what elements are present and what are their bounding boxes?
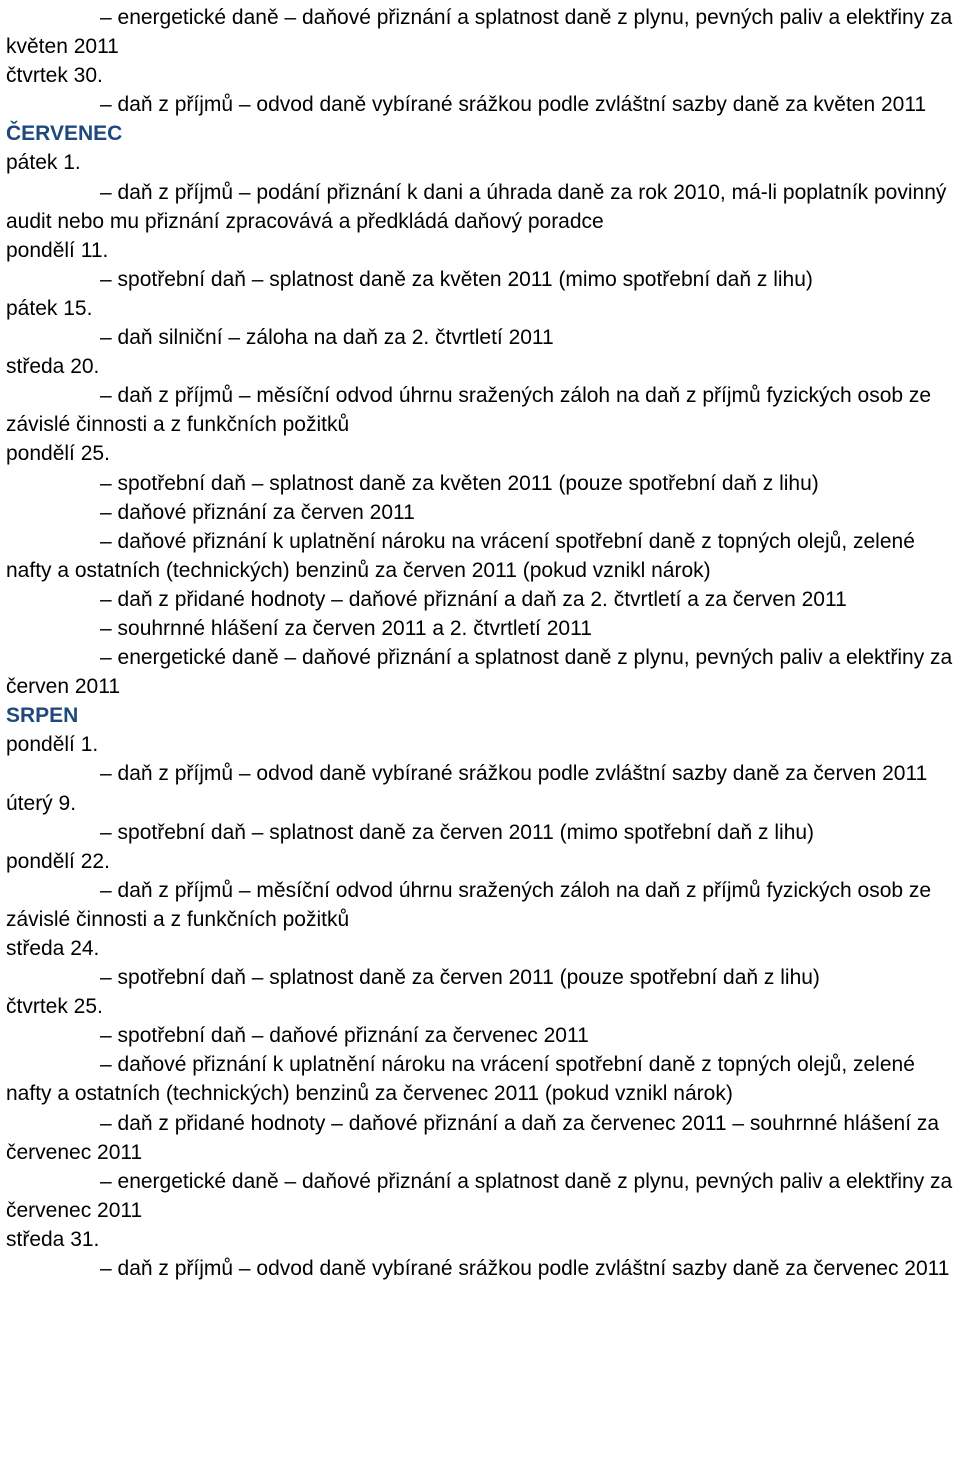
day-heading: pátek 1. [6, 151, 81, 175]
day-heading: středa 20. [6, 355, 100, 379]
day-heading: čtvrtek 30. [6, 64, 103, 88]
deadline-item: – spotřební daň – splatnost daně za květen 2011 (mimo spotřební daň z lihu) [100, 267, 813, 291]
deadline-item: – spotřební daň – splatnost daně za květen 2011 (pouze spotřební daň z lihu) [100, 471, 819, 495]
deadline-item: – daň z přidané hodnoty – daňové přiznání a daň za červenec 2011 – souhrnné hlášení za červenec 2011 [6, 1111, 940, 1164]
deadline-item: – daň z příjmů – měsíční odvod úhrnu sražených záloh na daň z příjmů fyzických osob ze závislé činnosti a z funkčních požitků [6, 384, 932, 437]
day-heading: úterý 9. [6, 791, 77, 815]
deadline-item: – spotřební daň – splatnost daně za červen 2011 (mimo spotřební daň z lihu) [100, 820, 815, 844]
deadline-item: – daň z příjmů – odvod daně vybírané srážkou podle zvláštní sazby daně za květen 2011 [100, 93, 927, 117]
deadline-item: – energetické daně – daňové přiznání a splatnost daně z plynu, pevných paliv a elektřiny za červen 2011 [6, 646, 953, 699]
deadline-item: – daň z příjmů – odvod daně vybírané srážkou podle zvláštní sazby daně za červenec 2011 [100, 1257, 950, 1281]
deadline-item: – energetické daně – daňové přiznání a splatnost daně z plynu, pevných paliv a elektřiny za červenec 2011 [6, 1169, 953, 1222]
day-heading: pátek 15. [6, 296, 93, 320]
deadline-item: – daňové přiznání k uplatnění nároku na vrácení spotřební daně z topných olejů, zelené nafty a ostatních (technických) benzinů za červen 2011 (pokud vznikl nárok) [6, 529, 915, 582]
day-heading: pondělí 1. [6, 733, 99, 757]
month-heading: SRPEN [6, 704, 79, 728]
deadline-item: – daň z příjmů – podání přiznání k dani a úhrada daně za rok 2010, má-li poplatník povinný audit nebo mu přiznání zpracovává a předkládá daňový poradce [6, 180, 947, 233]
deadline-item: – souhrnné hlášení za červen 2011 a 2. čtvrtletí 2011 [100, 616, 592, 640]
deadline-item: – spotřební daň – splatnost daně za červen 2011 (pouze spotřební daň z lihu) [100, 966, 820, 990]
day-heading: čtvrtek 25. [6, 995, 103, 1019]
deadline-item: – daňové přiznání za červen 2011 [100, 500, 415, 524]
deadline-item: – energetické daně – daňové přiznání a splatnost daně z plynu, pevných paliv a elektřiny za květen 2011 [6, 6, 953, 59]
deadline-item: – spotřební daň – daňové přiznání za červenec 2011 [100, 1024, 589, 1048]
day-heading: pondělí 11. [6, 238, 109, 262]
month-heading: ČERVENEC [6, 122, 123, 146]
day-heading: pondělí 22. [6, 849, 110, 873]
deadline-item: – daň z příjmů – odvod daně vybírané srážkou podle zvláštní sazby daně za červen 2011 [100, 762, 928, 786]
deadline-item: – daň z přidané hodnoty – daňové přiznání a daň za 2. čtvrtletí a za červen 2011 [100, 587, 847, 611]
deadline-item: – daň silniční – záloha na daň za 2. čtvrtletí 2011 [100, 326, 554, 350]
day-heading: středa 31. [6, 1227, 100, 1251]
day-heading: středa 24. [6, 937, 100, 960]
deadline-item: – daňové přiznání k uplatnění nároku na vrácení spotřební daně z topných olejů, zelené nafty a ostatních (technických) benzinů za červenec 2011 (pokud vznikl nárok) [6, 1053, 915, 1106]
day-heading: pondělí 25. [6, 442, 110, 466]
deadline-item: – daň z příjmů – měsíční odvod úhrnu sražených záloh na daň z příjmů fyzických osob ze závislé činnosti a z funkčních požitků [6, 878, 932, 931]
